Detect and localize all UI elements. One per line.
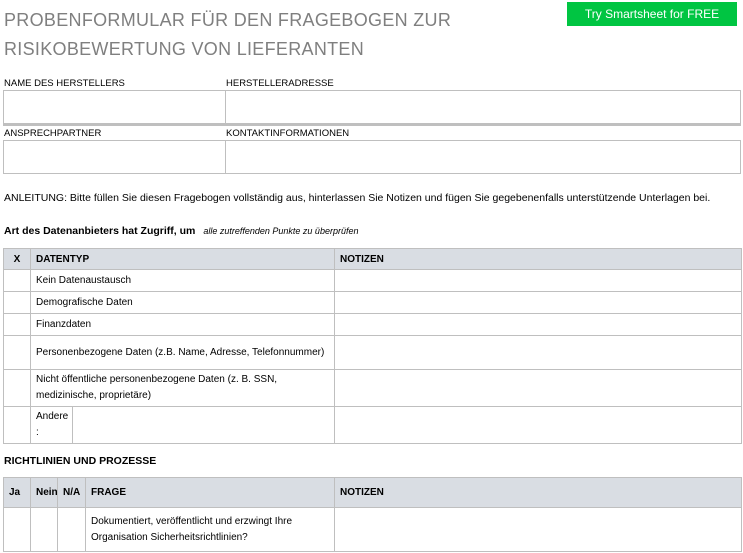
policy-table-header [4,478,742,508]
table-row [4,336,742,370]
checkbox-cell[interactable] [4,336,31,370]
notes-cell[interactable] [335,370,742,407]
policy-section-heading: RICHTLINIEN UND PROZESSE [4,455,157,467]
notes-cell[interactable] [335,292,742,314]
datatype-cell: Finanzdaten [31,314,335,336]
datatype-cell: Demografische Daten [31,292,335,314]
manufacturer-name-label: NAME DES HERSTELLERS [4,78,125,89]
instructions-text: ANLEITUNG: Bitte füllen Sie diesen Fragebogen vollständig aus, hinterlassen Sie Notizen und fügen Sie gegebenenfalls unterstützende Unterlagen bei. [4,192,711,204]
header-yes: Ja [4,478,31,508]
try-smartsheet-button[interactable]: Try Smartsheet for FREE [567,2,737,26]
header-na: N/A [58,478,86,508]
manufacturer-name-field[interactable] [3,90,226,126]
checkbox-cell[interactable] [4,292,31,314]
contact-person-field[interactable] [3,140,226,174]
header-no: Nein [31,478,58,508]
notes-cell[interactable] [335,407,742,444]
table-row [4,314,742,336]
policy-table [3,477,742,552]
other-input-cell[interactable] [73,407,335,444]
manufacturer-address-label: HERSTELLERADRESSE [226,78,334,89]
page-title: PROBENFORMULAR FÜR DEN FRAGEBOGEN ZUR RISIKOBEWERTUNG VON LIEFERANTEN [4,10,452,59]
header-datatype: DATENTYP [31,249,335,270]
data-section-heading [4,225,358,237]
table-row [4,292,742,314]
table-row [4,270,742,292]
data-section-title: Art des Datenanbieters hat Zugriff, um [4,225,196,237]
header-x: X [4,249,31,270]
header-question: FRAGE [86,478,335,508]
table-row [4,407,742,444]
checkbox-cell[interactable] [4,407,31,444]
na-cell[interactable] [58,508,86,552]
data-table-header [4,249,742,270]
data-section-subtitle: alle zutreffenden Punkte zu überprüfen [203,226,359,236]
contact-info-field[interactable] [225,140,741,174]
yes-cell[interactable] [4,508,31,552]
datatype-cell: Nicht öffentliche personenbezogene Daten (z. B. SSN, medizinische, proprietäre) [31,370,335,407]
no-cell[interactable] [31,508,58,552]
notes-cell[interactable] [335,314,742,336]
question-cell: Dokumentiert, veröffentlicht und erzwingt Ihre Organisation Sicherheitsrichtlinien? [86,508,335,552]
table-row [4,508,742,552]
other-label-cell: Andere : [31,407,73,444]
table-row [4,370,742,407]
checkbox-cell[interactable] [4,370,31,407]
manufacturer-address-field[interactable] [225,90,741,126]
datatype-cell: Kein Datenaustausch [31,270,335,292]
contact-info-label: KONTAKTINFORMATIONEN [226,128,350,139]
checkbox-cell[interactable] [4,270,31,292]
header-notes: NOTIZEN [335,249,742,270]
notes-cell[interactable] [335,270,742,292]
checkbox-cell[interactable] [4,314,31,336]
notes-cell[interactable] [335,336,742,370]
header-notes: NOTIZEN [335,478,742,508]
notes-cell[interactable] [335,508,742,552]
datatype-cell: Personenbezogene Daten (z.B. Name, Adresse, Telefonnummer) [31,336,335,370]
contact-person-label: ANSPRECHPARTNER [4,128,102,139]
data-type-table [3,248,742,444]
